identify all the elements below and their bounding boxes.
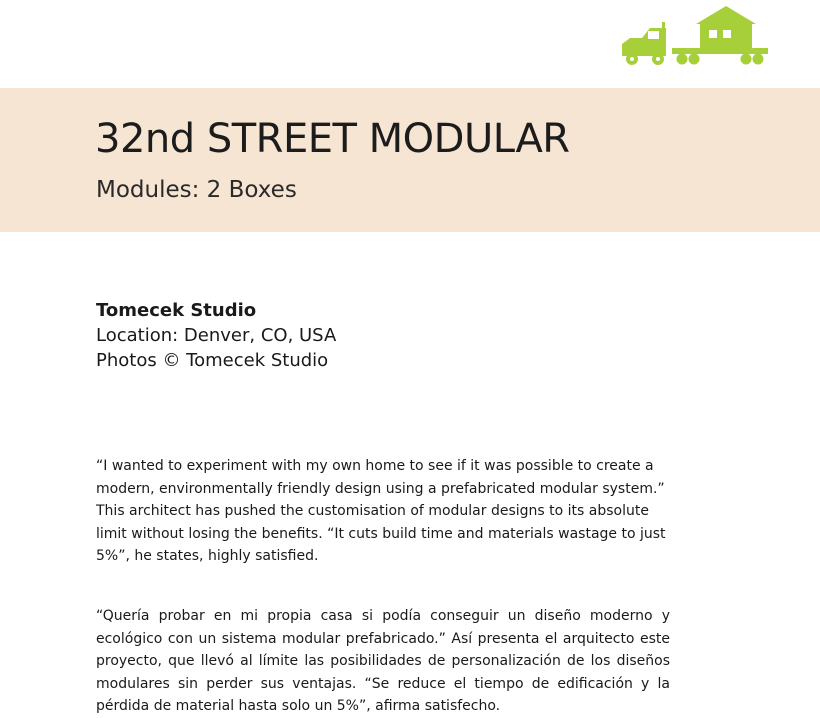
spanish-paragraph: “Quería probar en mi propia casa si podía conseguir un diseño moderno y ecológico con un sistema modular prefabricado.” Así presenta el arquitecto este proyecto, que llevó al límite las posibilidades de personalización de los diseños modulares sin perder sus ventajas. “Se reduce el tiempo de edificación y la pérdida de material hasta solo un 5%”, afirma satisfecho.: [96, 608, 670, 714]
truck-with-house-icon: [620, 4, 772, 68]
project-subtitle: Modules: 2 Boxes: [96, 177, 297, 203]
english-paragraph: “I wanted to experiment with my own home to see if it was possible to create a modern, environmentally friendly design using a prefabricated modular system.” This architect has pushed the customisation of modular designs to its absolute limit without losing the benefits. “It cuts build time and materials wastage to just 5%”, he states, highly satisfied.: [96, 458, 666, 564]
photo-credit-line: Photos © Tomecek Studio: [96, 350, 329, 371]
project-title: 32nd STREET MODULAR: [95, 116, 570, 162]
project-credits: [96, 298, 336, 373]
studio-name: Tomecek Studio: [96, 300, 257, 321]
location-line: Location: Denver, CO, USA: [96, 325, 337, 346]
